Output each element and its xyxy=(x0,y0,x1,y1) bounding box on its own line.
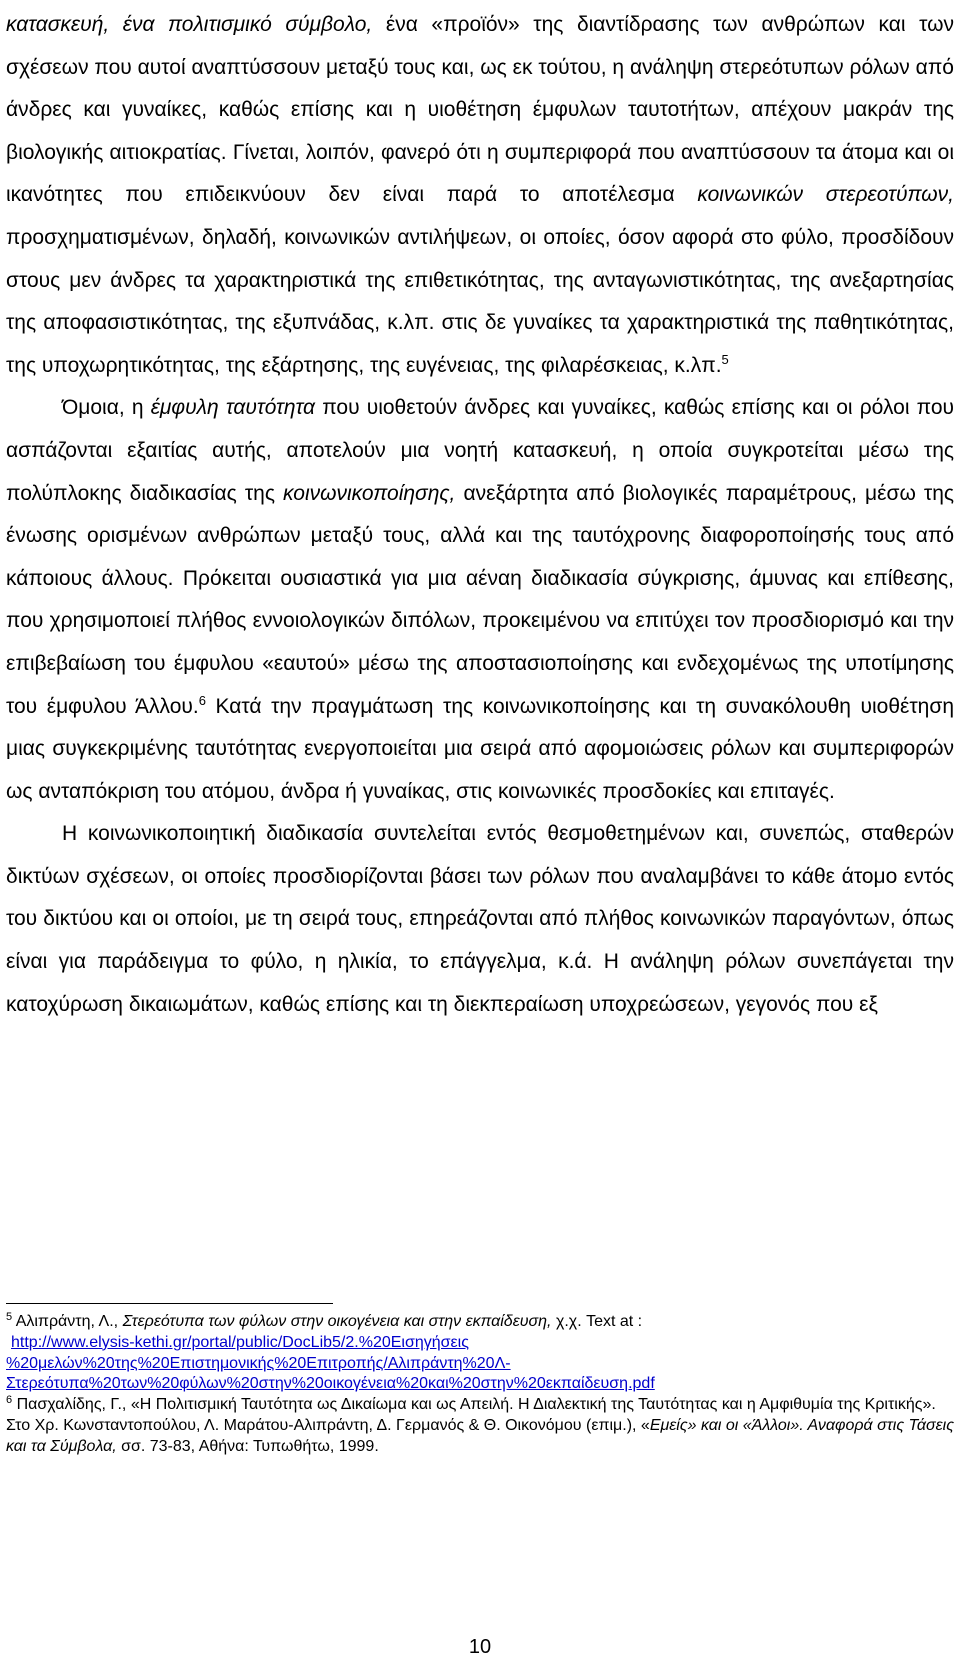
italic-phrase: κοινωνικών στερεοτύπων, xyxy=(697,183,954,207)
text-run: Κατά την πραγμάτωση της κοινωνικοποίησης και τη συνακόλουθη υιοθέτηση μιας συγκεκριμένης ταυτότητας ενεργοποιείται μια σειρά από αφομοιώσεις ρόλων και συμπεριφορών ως ανταπόκριση του ατόμου, άνδρα ή γυναίκας, στις κοινωνικές προσδοκίες και επιταγές. xyxy=(6,694,954,803)
paragraph-2 xyxy=(6,387,954,813)
footnote-title: Στερεότυπα των φύλων στην οικογένεια και στην εκπαίδευση, xyxy=(122,1313,552,1330)
footnote-link-part-3[interactable]: Στερεότυπα%20των%20φύλων%20στην%20οικογένεια%20και%20στην%20εκπαίδευση.pdf xyxy=(6,1375,655,1393)
footnote-ref-5[interactable]: 5 xyxy=(721,351,729,367)
page-number: 10 xyxy=(468,1636,492,1658)
italic-phrase: κοινωνικοποίησης, xyxy=(283,481,456,505)
footnote-link-part-1[interactable]: http://www.elysis-kethi.gr/portal/public/DocLib5/2.%20Εισηγήσεις xyxy=(11,1333,469,1351)
italic-phrase: κατασκευή, ένα πολιτισμικό σύμβολο, xyxy=(6,13,373,36)
paragraph-1 xyxy=(6,4,954,387)
footnotes xyxy=(6,1312,954,1458)
footnote-text: σσ. 73-83, Αθήνα: Τυπωθήτω, 1999. xyxy=(116,1437,379,1455)
footnote-separator xyxy=(6,1303,333,1304)
footnote-link-part-2[interactable]: %20μελών%20της%20Επιστημονικής%20Επιτροπής/Αλιπράντη%20Λ- xyxy=(6,1354,511,1372)
footnote-number: 6 xyxy=(6,1394,13,1407)
footnote-title: Εμείς» και οι «Άλλοι». Αναφορά στις Τάσεις και τα Σύμβολα, xyxy=(6,1416,954,1455)
body-text xyxy=(6,4,954,1026)
text-run: ένα «προϊόν» της διαντίδρασης των ανθρώπων και των σχέσεων που αυτοί αναπτύσσουν μεταξύ τους και, ως εκ τούτου, η ανάληψη στερεότυπων ρόλων από άνδρες και γυναίκες, καθώς επίσης και η υιοθέτηση έμφυλων ταυτοτήτων, απέχουν μακράν της βιολογικής αιτιοκρατίας. Γίνεται, λοιπόν, φανερό ότι η συμπεριφορά που αναπτύσσουν τα άτομα και οι ικανότητες που επιδεικνύουν δεν είναι παρά το αποτέλεσμα xyxy=(6,13,954,207)
footnote-5 xyxy=(6,1312,954,1395)
text-run: ανεξάρτητα από βιολογικές παραμέτρους, μέσω της ένωσης ορισμένων ανθρώπων μεταξύ τους, αλλά και της ταυτόχρονης διαφοροποίησής τους από κάποιους άλλους. Πρόκειται ουσιαστικά για μια αέναη διαδικασία σύγκρισης, άμυνας και επίθεσης, που χρησιμοποιεί πλήθος εννοιολογικών διπόλων, προκειμένου να επιτύχει τον προσδιορισμό και την επιβεβαίωση του έμφυλου «εαυτού» μέσω της αποστασιοποίησης και ενδεχομένως της υποτίμησης του έμφυλου Άλλου. xyxy=(6,481,955,718)
text-run: προσχηματισμένων, δηλαδή, κοινωνικών αντιλήψεων, οι οποίες, όσον αφορά στο φύλο, προσδίδουν στους μεν άνδρες τα χαρακτηριστικά της επιθετικότητας, της ανταγωνιστικότητας, της ανεξαρτησίας της αποφασιστικότητας, της εξυπνάδας, κ.λπ. στις δε γυναίκες τα χαρακτηριστικά της παθητικότητας, της υποχωρητικότητας, της εξάρτησης, της ευγένειας, της φιλαρέσκειας, κ.λπ. xyxy=(6,225,954,377)
text-run: που υιοθετούν άνδρες και γυναίκες, καθώς επίσης και οι ρόλοι που ασπάζονται εξαιτίας αυτής, αποτελούν μια νοητή κατασκευή, η οποία συγκροτείται μέσω της πολύπλοκης διαδικασίας της xyxy=(6,396,955,505)
footnote-6 xyxy=(6,1395,954,1457)
footnote-text: Πασχαλίδης, Γ., «Η Πολιτισμική Ταυτότητα ως Δικαίωμα και ως Απειλή. Η Διαλεκτική της Ταυτότητας και η Αμφιθυμία της Κριτικής». Στο Χρ. Κωνσταντοπούλου, Λ. Μαράτου-Αλιπράντη, Δ. Γερμανός & Θ. Οικονόμου (επιμ.), « xyxy=(6,1396,936,1434)
paragraph-3: Η κοινωνικοποιητική διαδικασία συντελείται εντός θεσμοθετημένων και, συνεπώς, σταθερών δικτύων σχέσεων, οι οποίες προσδιορίζονται βάσει των ρόλων που αναλαμβάνει το κάθε άτομο εντός του δικτύου και οι οποίοι, με τη σειρά τους, επηρεάζονται από πλήθος κοινωνικών παραγόντων, όπως είναι για παράδειγμα το φύλο, η ηλικία, το επάγγελμα, κ.ά. Η ανάληψη ρόλων συνεπάγεται την κατοχύρωση δικαιωμάτων, καθώς επίσης και τη διεκπεραίωση υποχρεώσεων, γεγονός που εξ xyxy=(6,822,954,1016)
text-run: Όμοια, η xyxy=(62,396,151,420)
footnote-number: 5 xyxy=(6,1311,13,1323)
footnote-author: Αλιπράντη, Λ., xyxy=(12,1313,123,1330)
italic-phrase: έμφυλη ταυτότητα xyxy=(150,396,316,420)
footnote-text: χ.χ. Text at : xyxy=(551,1313,643,1330)
footnote-ref-6[interactable]: 6 xyxy=(198,692,206,708)
